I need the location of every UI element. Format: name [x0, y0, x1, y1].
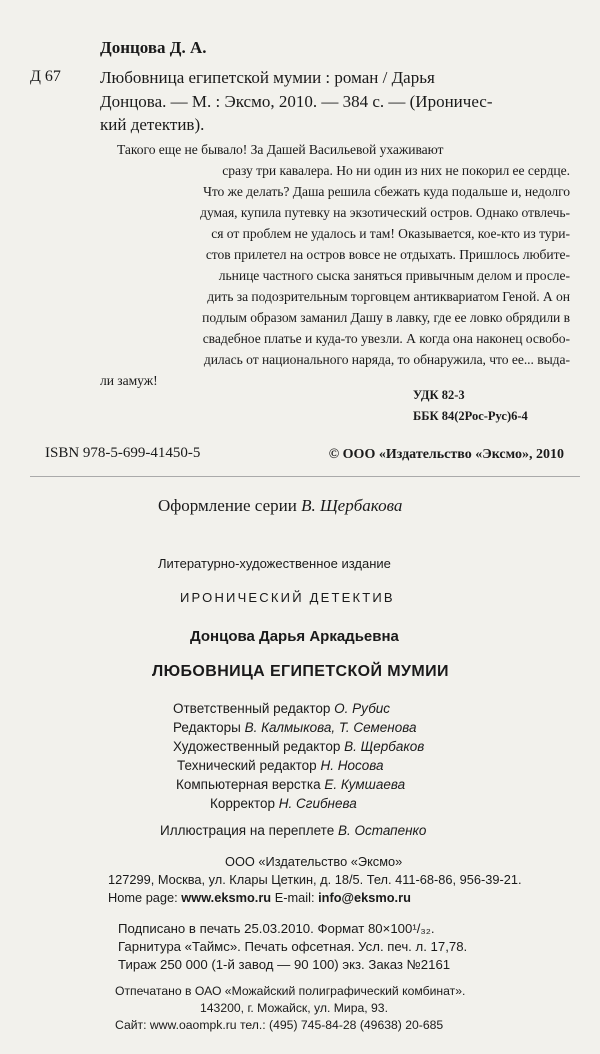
credit-role: Компьютерная верстка	[176, 777, 321, 792]
print-signed: Подписано в печать 25.03.2010. Формат 80×100¹/₃₂.	[118, 921, 435, 936]
illustration-credit	[160, 823, 426, 838]
annotation-line: подлым образом заманил Дашу в лавку, где ее ловко обрядили в	[202, 310, 570, 325]
printer-address: 143200, г. Можайск, ул. Мира, 93.	[200, 1001, 388, 1015]
credit-names: В. Остапенко	[337, 823, 427, 838]
print-circulation: Тираж 250 000 (1-й завод — 90 100) экз. Заказ №2161	[118, 957, 451, 972]
book-title: ЛЮБОВНИЦА ЕГИПЕТСКОЙ МУМИИ	[152, 663, 449, 680]
annotation-line: дить за подозрительным торговцем антиквариатом Геной. А он	[207, 289, 570, 304]
series-name: ИРОНИЧЕСКИЙ ДЕТЕКТИВ	[180, 590, 395, 605]
credit-names: Н. Сгибнева	[278, 796, 357, 811]
divider	[30, 476, 580, 477]
credit-names: В. Калмыкова, Т. Семенова	[244, 720, 417, 735]
credit-line	[210, 796, 357, 811]
annotation-line: Такого еще не бывало! За Дашей Васильевой ухаживают	[117, 142, 444, 157]
annotation-line: ся от проблем не удалось и там! Оказывается, кое-кто из тури-	[211, 226, 570, 241]
homepage-link[interactable]: www.eksmo.ru	[181, 890, 272, 905]
edition-type: Литературно-художественное издание	[158, 556, 391, 571]
annotation-line: Что же делать? Даша решила сбежать куда подальше и, недолго	[203, 184, 570, 199]
udk-code: УДК 82-3	[413, 388, 465, 402]
credit-line	[173, 720, 416, 735]
isbn: ISBN 978-5-699-41450-5	[45, 445, 201, 461]
credit-line	[176, 777, 405, 792]
printer-contacts: Сайт: www.oaompk.ru тел.: (495) 745-84-28 (49638) 20-685	[115, 1018, 444, 1032]
credit-line	[177, 758, 383, 773]
credit-role: Ответственный редактор	[173, 701, 331, 716]
email-link[interactable]: info@eksmo.ru	[318, 890, 411, 905]
annotation-line: думая, купила путевку на экзотический остров. Однако отвлечь-	[200, 205, 570, 220]
credit-role: Художественный редактор	[173, 739, 341, 754]
biblio-line: кий детектив).	[100, 115, 205, 134]
biblio-line: Любовница египетской мумии : роман / Дарья	[100, 68, 435, 87]
credit-names: О. Рубис	[334, 701, 391, 716]
biblio-line: Донцова. — М. : Эксмо, 2010. — 384 с. — (Ироничес-	[100, 92, 493, 111]
credit-role: Корректор	[210, 796, 276, 811]
credit-names: Е. Кумшаева	[324, 777, 406, 792]
bbk-code: ББК 84(2Рос-Рус)6-4	[413, 409, 528, 423]
publisher-name: ООО «Издательство «Эксмо»	[225, 854, 403, 869]
annotation-line: стов прилетел на остров вовсе не отдыхать. Пришлось любите-	[205, 247, 570, 262]
copyright-notice: © ООО «Издательство «Эксмо», 2010	[328, 447, 564, 462]
annotation-line: свадебное платье и куда-то увезли. А когда она наконец освобо-	[202, 331, 570, 346]
annotation-line: дилась от национального наряда, то обнаружила, что ее... выда-	[203, 352, 570, 367]
series-design	[158, 496, 402, 516]
credit-line	[173, 701, 390, 716]
credit-names: В. Щербаков	[344, 739, 425, 754]
publisher-contacts	[108, 890, 411, 905]
series-design-label: Оформление серии	[158, 496, 297, 515]
catalog-author-heading: Донцова Д. А.	[100, 38, 207, 57]
credit-role: Технический редактор	[177, 758, 317, 773]
catalog-code: Д 67	[30, 68, 61, 85]
email-label: E-mail:	[274, 890, 315, 905]
print-typeface: Гарнитура «Таймс». Печать офсетная. Усл. печ. л. 17,78.	[118, 939, 468, 954]
printer-line: Отпечатано в ОАО «Можайский полиграфический комбинат».	[115, 984, 466, 998]
annotation-line: льнице частного сыска заняться привычным делом и просле-	[218, 268, 570, 283]
homepage-label: Home page:	[108, 890, 178, 905]
credit-line	[173, 739, 424, 754]
annotation-line: сразу три кавалера. Но ни один из них не покорил ее сердце.	[222, 163, 570, 178]
series-designer: В. Щербакова	[301, 496, 403, 515]
credit-role: Иллюстрация на переплете	[160, 823, 335, 838]
publisher-address: 127299, Москва, ул. Клары Цеткин, д. 18/5. Тел. 411-68-86, 956-39-21.	[108, 872, 522, 887]
credit-role: Редакторы	[173, 720, 241, 735]
credit-names: Н. Носова	[320, 758, 384, 773]
author-full-name: Донцова Дарья Аркадьевна	[190, 628, 399, 645]
annotation-line: ли замуж!	[100, 373, 158, 388]
